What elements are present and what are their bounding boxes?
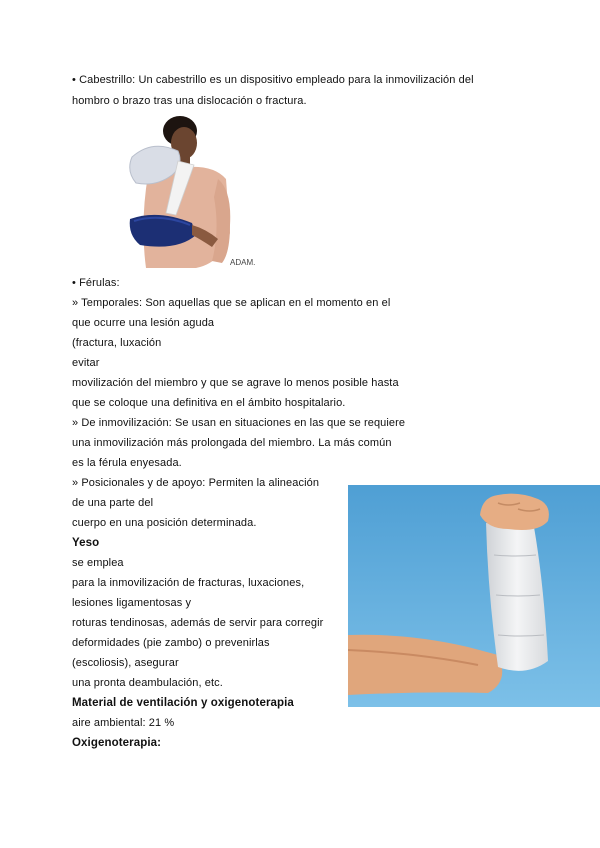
temporales-line-4: evitar	[72, 357, 100, 369]
adam-watermark: ADAM.	[230, 258, 256, 267]
temporales-line-6: que se coloque una definitiva en el ámbito hospitalario.	[72, 397, 346, 409]
oxigenoterapia-heading: Oxigenoterapia:	[72, 737, 162, 749]
inmovilizacion-line-3: es la férula enyesada.	[72, 457, 182, 469]
inmovilizacion-line-2: una inmovilización más prolongada del miembro. La más común	[72, 437, 392, 449]
temporales-line-1: » Temporales: Son aquellas que se aplican en el momento en el	[72, 297, 391, 309]
ferulas-heading: • Férulas:	[72, 277, 120, 289]
temporales-line-3: (fractura, luxación	[72, 337, 162, 349]
inmovilizacion-line-1: » De inmovilización: Se usan en situaciones en las que se requiere	[72, 417, 406, 429]
yeso-line-4: roturas tendinosas, además de servir para corregir	[72, 617, 324, 629]
posicionales-line-2: de una parte del	[72, 497, 154, 509]
yeso-line-1: se emplea	[72, 557, 124, 569]
temporales-line-2: que ocurre una lesión aguda	[72, 317, 215, 329]
arm-sling-image	[126, 113, 271, 270]
cabestrillo-line-2: hombro o brazo tras una dislocación o fractura.	[72, 95, 307, 107]
posicionales-line-3: cuerpo en una posición determinada.	[72, 517, 257, 529]
yeso-line-6: (escoliosis), asegurar	[72, 657, 179, 669]
posicionales-line-1: » Posicionales y de apoyo: Permiten la alineación	[72, 477, 320, 489]
arm-cast-image	[348, 485, 600, 707]
cabestrillo-line-1: • Cabestrillo: Un cabestrillo es un dispositivo empleado para la inmovilización del	[72, 74, 474, 86]
yeso-line-2: para la inmovilización de fracturas, luxaciones,	[72, 577, 305, 589]
yeso-line-3: lesiones ligamentosas y	[72, 597, 192, 609]
material-heading: Material de ventilación y oxigenoterapia	[72, 697, 294, 709]
temporales-line-5: movilización del miembro y que se agrave lo menos posible hasta	[72, 377, 399, 389]
material-line: aire ambiental: 21 %	[72, 717, 175, 729]
yeso-line-5: deformidades (pie zambo) o prevenirlas	[72, 637, 270, 649]
yeso-heading: Yeso	[72, 537, 100, 549]
yeso-line-7: una pronta deambulación, etc.	[72, 677, 223, 689]
